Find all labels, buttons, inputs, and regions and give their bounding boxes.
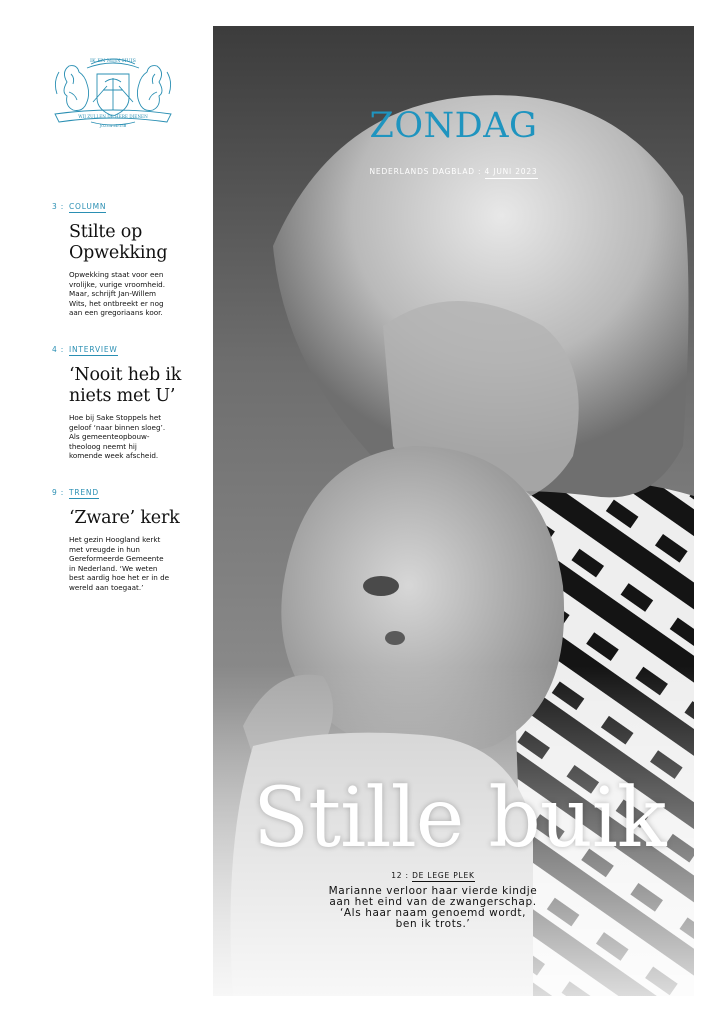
emblem-reference: JOZUA 24:15B (99, 124, 127, 128)
teaser-category: INTERVIEW (69, 345, 118, 354)
teaser-trend[interactable] (52, 488, 200, 593)
lead-kicker (213, 871, 653, 880)
teaser-title: ‘Zware’ kerk (69, 508, 180, 528)
teaser-category: TREND (69, 488, 99, 497)
lead-page-number: 12 : (391, 871, 409, 880)
teaser-page-number: 9 : (52, 488, 65, 497)
emblem-motto-bottom: WIJ ZULLEN DE HERE DIENEN (78, 114, 148, 119)
masthead-title: ZONDAG (369, 106, 538, 146)
cover-photo-panel (213, 26, 694, 996)
teaser-title: ‘Nooit heb ik niets met U’ (69, 365, 182, 406)
emblem-motto-top: IK EN MIJN HUIS (90, 58, 136, 64)
cover-headline[interactable]: Stille buik (253, 771, 666, 866)
teaser-kicker (52, 488, 200, 499)
edition-line (213, 167, 694, 176)
teaser-title: Stilte op Opwekking (69, 222, 168, 263)
lead-text: Marianne verloor haar vierde kindje aan het eind van de zwangerschap. ‘Als haar naam genoemd wordt, ben ik trots.’ (328, 885, 538, 930)
teaser-column[interactable] (52, 202, 200, 318)
sidebar (0, 0, 212, 1023)
teaser-interview[interactable] (52, 345, 200, 461)
teaser-kicker (52, 202, 200, 213)
teaser-kicker (52, 345, 200, 356)
family-crest-logo (47, 52, 179, 132)
teaser-page-number: 3 : (52, 202, 65, 211)
lead-category: DE LEGE PLEK (412, 871, 475, 880)
edition-date: 4 JUNI 2023 (485, 167, 538, 179)
newspaper-name: NEDERLANDS DAGBLAD : (369, 167, 482, 176)
teaser-text: Hoe bij Sake Stoppels het geloof ‘naar binnen sloeg’. Als gemeenteopbouw- theoloog neemt hij komende week afscheid. (69, 413, 166, 461)
teaser-category: COLUMN (69, 202, 107, 211)
teaser-page-number: 4 : (52, 345, 65, 354)
teaser-text: Het gezin Hoogland kerkt met vreugde in hun Gereformeerde Gemeente in Nederland. ‘We weten best aardig hoe het er in de wereld aan toegaat.’ (69, 535, 170, 592)
teaser-text: Opwekking staat voor een vrolijke, vurige vroomheid. Maar, schrijft Jan-Willem Wits, het ontbreekt er nog aan een gregoriaans koor. (69, 270, 166, 318)
